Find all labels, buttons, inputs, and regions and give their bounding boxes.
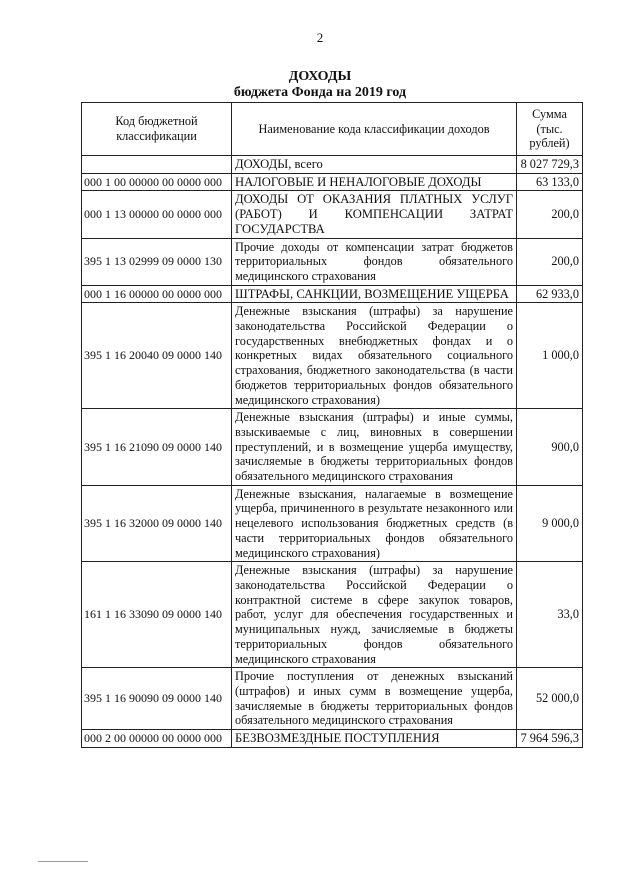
row-sum: 62 933,0 xyxy=(517,285,583,303)
row-sum: 200,0 xyxy=(517,191,583,238)
table-row xyxy=(82,562,583,668)
header-code: Код бюджетной классификации xyxy=(82,103,232,156)
document-title: ДОХОДЫ xyxy=(288,69,352,84)
row-code: 395 1 16 90090 09 0000 140 xyxy=(82,668,232,730)
row-code: 161 1 16 33090 09 0000 140 xyxy=(82,562,232,668)
row-sum: 200,0 xyxy=(517,238,583,285)
document-subtitle: бюджета Фонда на 2019 год xyxy=(233,85,407,100)
row-sum: 1 000,0 xyxy=(517,303,583,409)
table-header-row xyxy=(82,103,583,156)
row-sum: 33,0 xyxy=(517,562,583,668)
header-name: Наименование кода классификации доходов xyxy=(232,103,517,156)
row-sum: 7 964 596,3 xyxy=(517,730,583,748)
row-name: ДОХОДЫ, всего xyxy=(232,156,517,174)
table-row xyxy=(82,285,583,303)
row-sum: 900,0 xyxy=(517,409,583,486)
row-name: Денежные взыскания, налагаемые в возмещение ущерба, причиненного в результате незаконного или нецелевого использования бюджетных средств (в части территориальных фондов обязательного медицинского страхования) xyxy=(232,485,517,562)
row-name: Денежные взыскания (штрафы) за нарушение законодательства Российской Федерации о государственных внебюджетных фондах и о конкретных видах обязательного социального страхования, бюджетного законодательства (в части бюджетов территориальных фондов обязательного медицинского страхования) xyxy=(232,303,517,409)
row-name: Денежные взыскания (штрафы) и иные суммы, взыскиваемые с лиц, виновных в совершении преступлений, и в возмещение ущерба имуществу, зачисляемые в бюджеты территориальных фондов обязательного медицинского страхования xyxy=(232,409,517,486)
table-row xyxy=(82,191,583,238)
row-code: 395 1 16 32000 09 0000 140 xyxy=(82,485,232,562)
row-code: 000 2 00 00000 00 0000 000 xyxy=(82,730,232,748)
row-name: Прочие поступления от денежных взысканий (штрафов) и иных сумм в возмещение ущерба, зачисляемые в бюджеты территориальных фондов обязательного медицинского страхования xyxy=(232,668,517,730)
page-number: 2 xyxy=(316,30,324,45)
row-code: 395 1 16 21090 09 0000 140 xyxy=(82,409,232,486)
row-name: ШТРАФЫ, САНКЦИИ, ВОЗМЕЩЕНИЕ УЩЕРБА xyxy=(232,285,517,303)
table-row xyxy=(82,730,583,748)
table-row xyxy=(82,156,583,174)
row-code: 000 1 00 00000 00 0000 000 xyxy=(82,173,232,191)
table-row xyxy=(82,173,583,191)
row-name: ДОХОДЫ ОТ ОКАЗАНИЯ ПЛАТНЫХ УСЛУГ (РАБОТ) И КОМПЕНСАЦИИ ЗАТРАТ ГОСУДАРСТВА xyxy=(232,191,517,238)
table-row xyxy=(82,303,583,409)
row-code: 395 1 13 02999 09 0000 130 xyxy=(82,238,232,285)
document-title-block xyxy=(0,69,640,101)
row-sum: 9 000,0 xyxy=(517,485,583,562)
row-name: Прочие доходы от компенсации затрат бюджетов территориальных фондов обязательного медицинского страхования xyxy=(232,238,517,285)
row-sum: 52 000,0 xyxy=(517,668,583,730)
row-name: НАЛОГОВЫЕ И НЕНАЛОГОВЫЕ ДОХОДЫ xyxy=(232,173,517,191)
row-code: 395 1 16 20040 09 0000 140 xyxy=(82,303,232,409)
row-code xyxy=(82,156,232,174)
header-sum: Сумма (тыс. рублей) xyxy=(517,103,583,156)
row-name: БЕЗВОЗМЕЗДНЫЕ ПОСТУПЛЕНИЯ xyxy=(232,730,517,748)
table-row xyxy=(82,668,583,730)
row-code: 000 1 13 00000 00 0000 000 xyxy=(82,191,232,238)
table-row xyxy=(82,238,583,285)
table-row xyxy=(82,485,583,562)
row-code: 000 1 16 00000 00 0000 000 xyxy=(82,285,232,303)
footnote-divider xyxy=(38,861,88,862)
row-sum: 63 133,0 xyxy=(517,173,583,191)
income-table xyxy=(81,102,583,748)
row-sum: 8 027 729,3 xyxy=(517,156,583,174)
table-row xyxy=(82,409,583,486)
row-name: Денежные взыскания (штрафы) за нарушение законодательства Российской Федерации о контрактной системе в сфере закупок товаров, работ, услуг для обеспечения государственных и муниципальных нужд, зачисляемые в бюджеты территориальных фондов обязательного медицинского страхования xyxy=(232,562,517,668)
